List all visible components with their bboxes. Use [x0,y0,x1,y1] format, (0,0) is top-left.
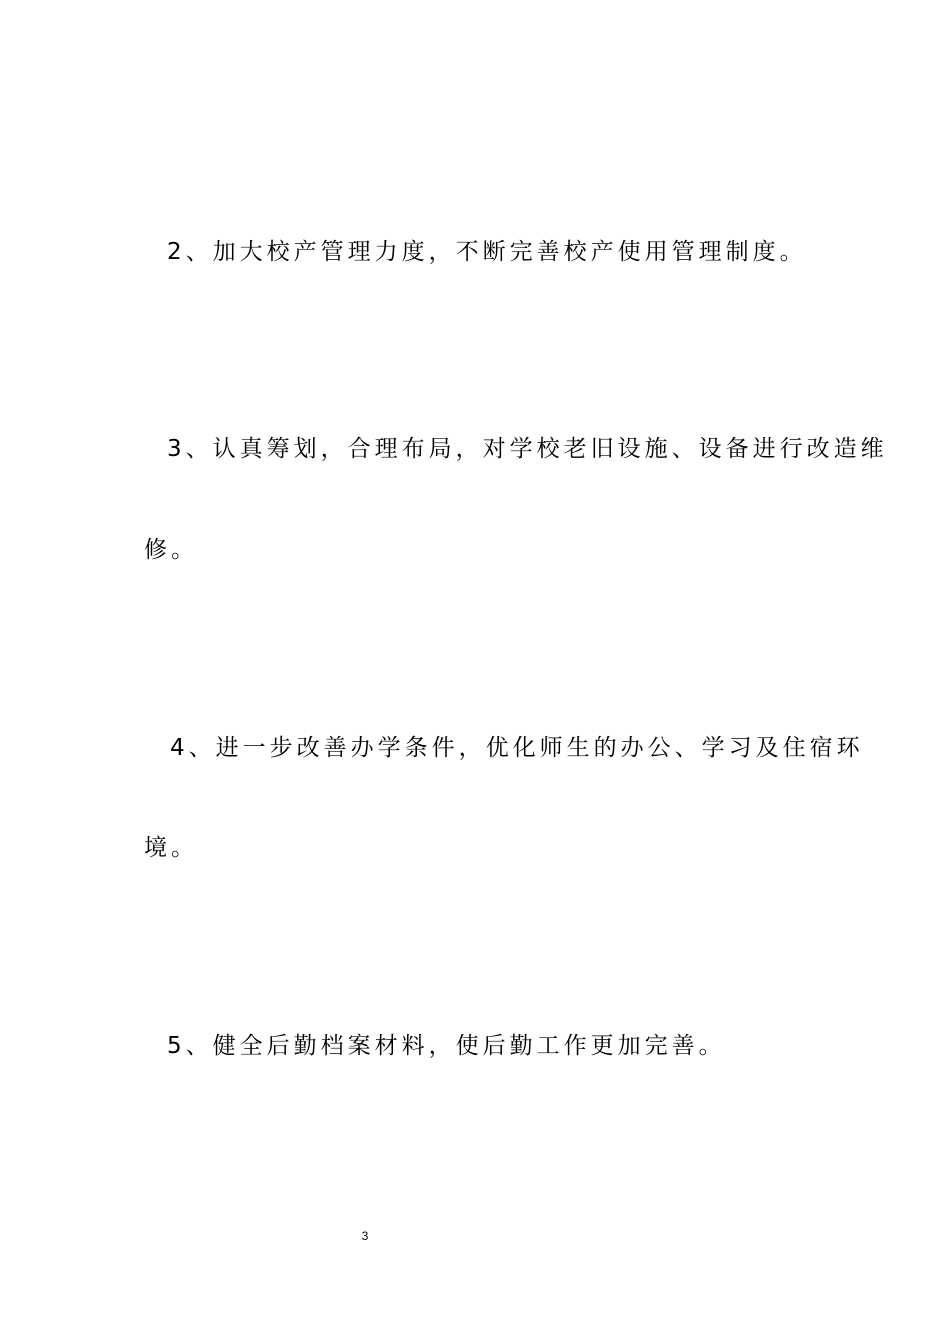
item-2-line-1: 2、加大校产管理力度，不断完善校产使用管理制度。 [167,239,807,265]
item-3-line-1: 3、认真筹划，合理布局，对学校老旧设施、设备进行改造维 [167,436,888,462]
item-4-line-2: 境。 [144,835,198,861]
item-3-line-2: 修。 [144,537,198,563]
item-5-line-1: 5、健全后勤档案材料，使后勤工作更加完善。 [167,1033,726,1059]
item-4-line-1: 4、进一步改善办学条件，优化师生的办公、学习及住宿环 [170,735,864,761]
page-number: 3 [361,1229,369,1243]
